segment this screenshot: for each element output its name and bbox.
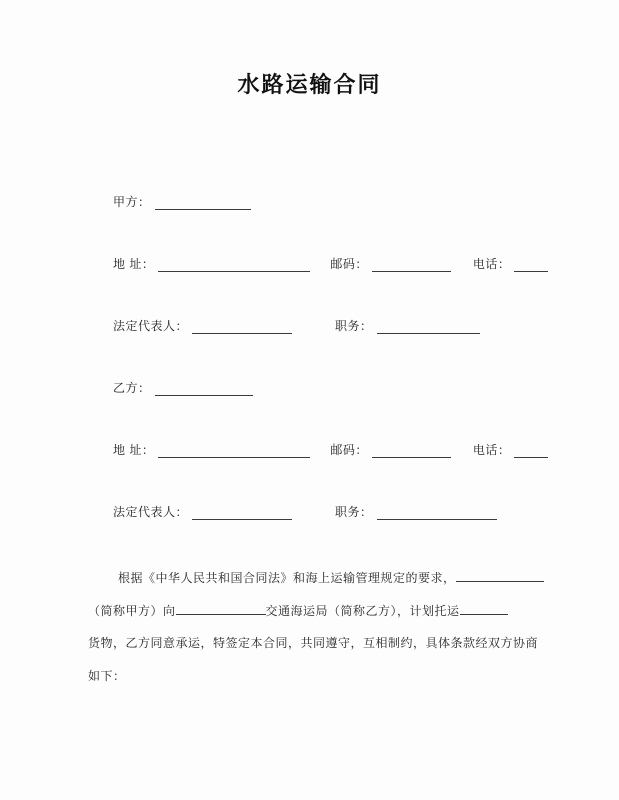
party-a-label: 甲方：: [113, 195, 151, 209]
party-b-label: 乙方：: [113, 381, 151, 395]
preamble-line-2-text-after: 交通海运局（简称乙方），计划托运: [265, 603, 460, 618]
party-a-postcode-blank-line: [372, 258, 451, 272]
party-b-address-blank-line: [158, 444, 310, 458]
party-b-name-blank-line: [155, 382, 253, 396]
shipping-bureau-blank-line: [176, 605, 266, 615]
preamble-line-1: [88, 562, 559, 595]
party-b-legal-rep-blank-line: [192, 506, 292, 520]
party-b-postcode-blank-line: [372, 444, 451, 458]
party-a-phone-blank-line: [514, 258, 548, 272]
party-b-address-row: [113, 438, 559, 458]
party-a-name-blank-line: [155, 196, 251, 210]
party-b-position-blank-line: [377, 506, 497, 520]
party-a-legal-rep-label: 法定代表人：: [113, 319, 189, 333]
party-b-address-label: 地 址：: [113, 443, 155, 457]
party-a-address-row: [113, 252, 559, 272]
party-a-position-label: 职务：: [335, 319, 373, 333]
party-b-legal-rep-row: [113, 500, 559, 520]
party-info-block: [0, 190, 619, 520]
preamble-line-4: 如下：: [88, 668, 126, 683]
preamble-paragraph: [0, 562, 619, 692]
party-b-position-label: 职务：: [335, 505, 373, 519]
party-a-name-row: [113, 190, 559, 210]
party-a-address-label: 地 址：: [113, 257, 155, 271]
party-a-phone-label: 电话：: [472, 257, 511, 271]
party-a-legal-rep-blank-line: [192, 320, 292, 334]
preamble-line-3: 货物，乙方同意承运，特签定本合同，共同遵守，互相制约，具体条款经双方协商: [88, 636, 539, 650]
party-b-legal-rep-label: 法定代表人：: [113, 505, 189, 519]
party-a-position-blank-line: [377, 320, 480, 334]
party-a-address-blank-line: [158, 258, 310, 272]
party-b-phone-label: 电话：: [472, 443, 511, 457]
party-a-postcode-label: 邮码：: [330, 257, 368, 271]
preamble-line-2-text-before: （简称甲方）向: [88, 603, 176, 618]
preamble-line-1-text: 根据《中华人民共和国合同法》和海上运输管理规定的要求，: [118, 571, 456, 585]
party-a-fill-blank-line: [456, 572, 544, 582]
preamble-line-2: [88, 595, 559, 628]
party-b-phone-blank-line: [514, 444, 548, 458]
cargo-blank-line: [460, 605, 508, 615]
party-a-legal-rep-row: [113, 314, 559, 334]
page-title: 水路运输合同: [237, 72, 382, 97]
party-b-postcode-label: 邮码：: [330, 443, 368, 457]
party-b-name-row: [113, 376, 559, 396]
